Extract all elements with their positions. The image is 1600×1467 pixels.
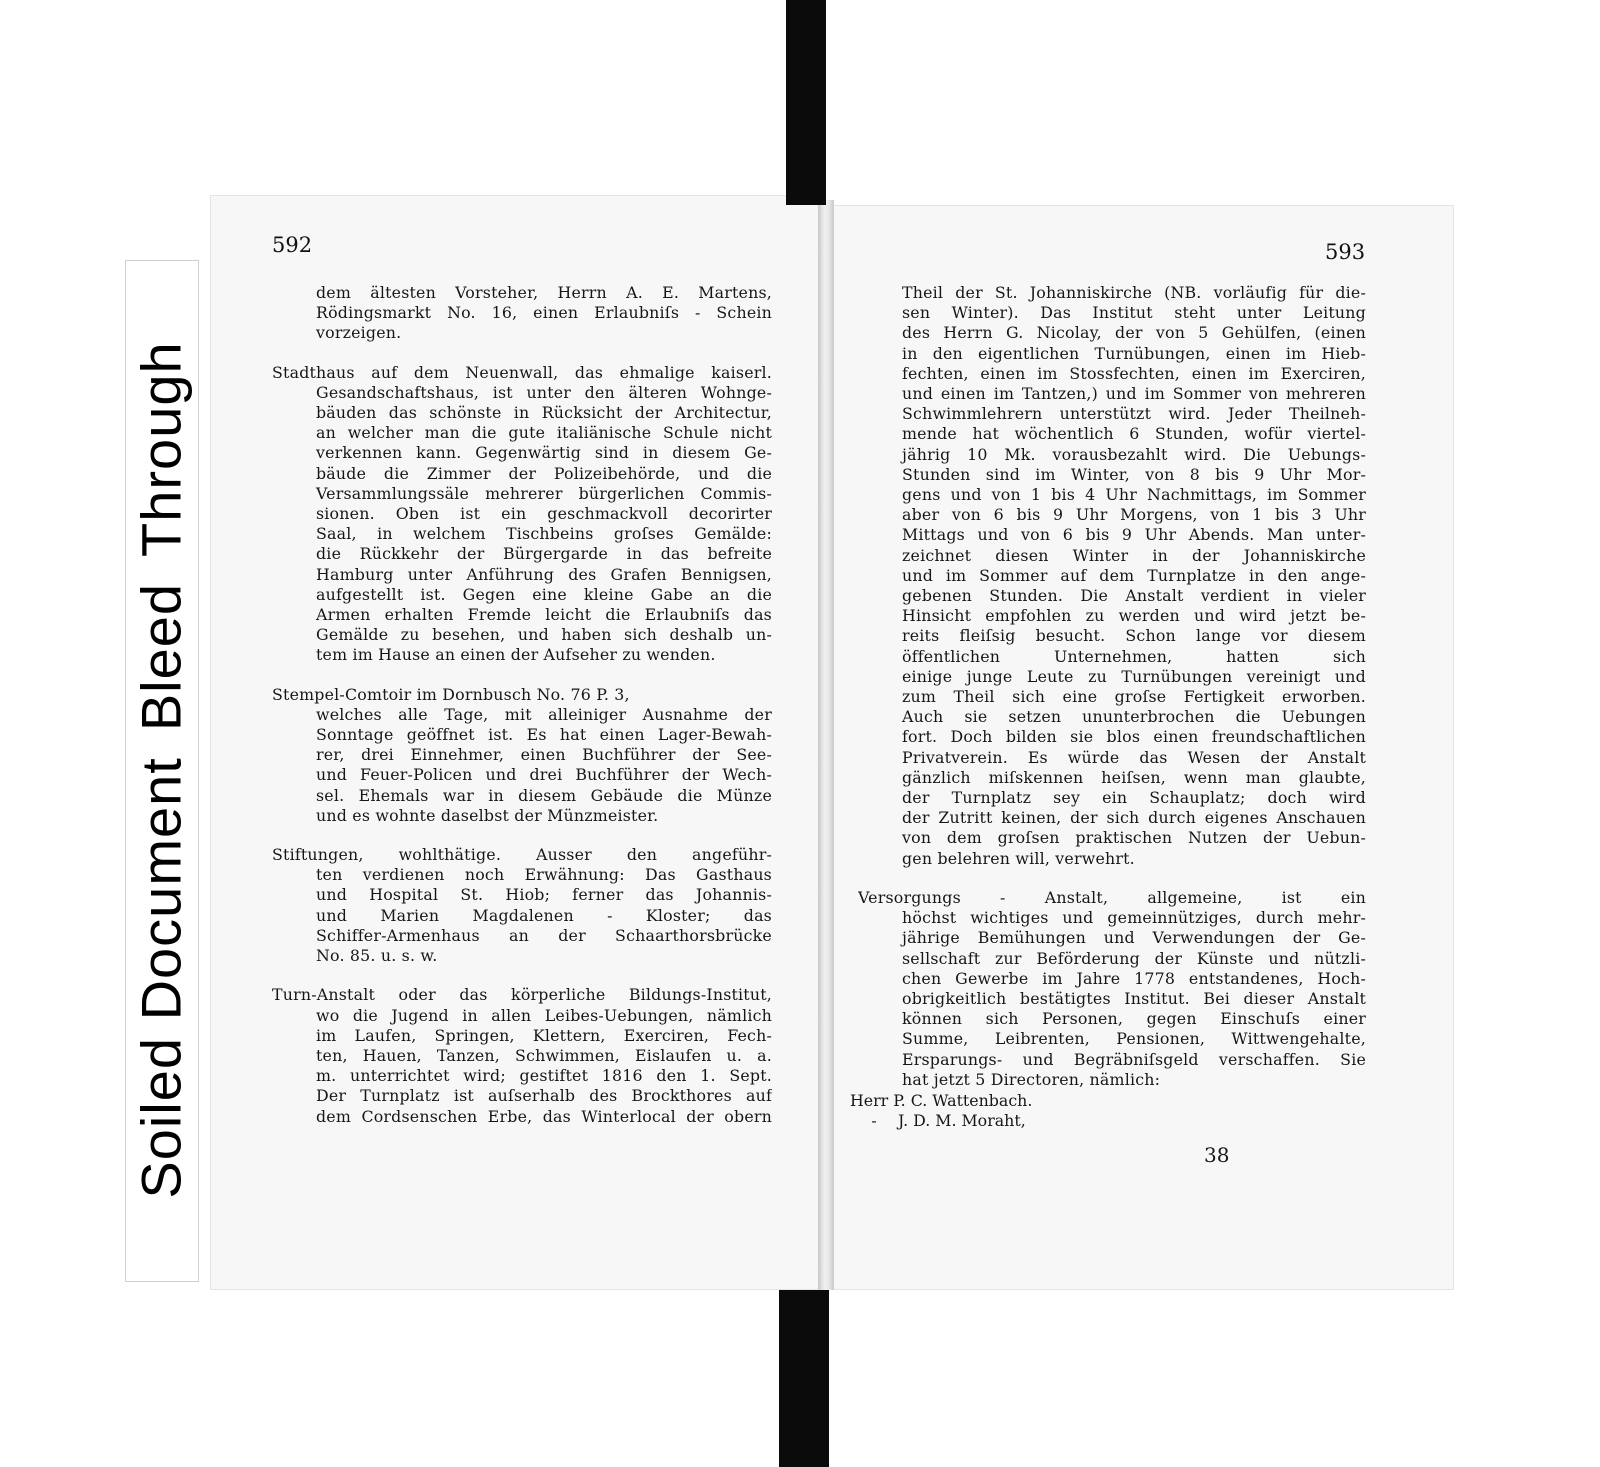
book-gutter xyxy=(818,200,834,1290)
text-line: Armen erhalten Fremde leicht die Erlaubniſs das xyxy=(316,605,772,625)
text-line: Rödingsmarkt No. 16, einen Erlaubniſs - Schein xyxy=(316,303,772,323)
text-line: sionen. Oben ist ein geschmackvoll decorirter xyxy=(316,504,772,524)
text-line: aufgestellt ist. Gegen eine kleine Gabe an die xyxy=(316,584,772,604)
text-line: rer, drei Einnehmer, einen Buchführer der See- xyxy=(316,745,772,765)
text-line: fechten, einen im Stossfechten, einen im Exerciren, xyxy=(902,363,1366,383)
text-line: gänzlich miſskennen heiſsen, wenn man glaubte, xyxy=(902,767,1366,787)
text-line: Privatverein. Es würde das Wesen der Anstalt xyxy=(902,747,1366,767)
text-line: und einen im Tantzen,) und im Sommer von mehreren xyxy=(902,384,1366,404)
text-line: reits fleiſsig besucht. Schon lange vor diesem xyxy=(902,626,1366,646)
entry-versorgungs-anstalt xyxy=(858,888,1366,1090)
text-line: Der Turnplatz ist auſserhalb des Brockthores auf xyxy=(316,1086,772,1106)
text-line: Turn-Anstalt oder das körperliche Bildungs-Institut, xyxy=(272,985,772,1005)
text-line: aber von 6 bis 9 Uhr Morgens, von 1 bis 3 Uhr xyxy=(902,505,1366,525)
text-line: Saal, in welchem Tischbeins groſses Gemälde: xyxy=(316,524,772,544)
text-line: ten verdienen noch Erwähnung: Das Gasthaus xyxy=(316,865,772,885)
stamp-word-bleed: Bleed xyxy=(129,582,193,732)
stamp-text xyxy=(129,341,194,1198)
text-line: Schwimmlehrern unterstützt wird. Jeder Theilneh- xyxy=(902,404,1366,424)
text-line: Mittags und von 6 bis 9 Uhr Abends. Man unter- xyxy=(902,525,1366,545)
text-line: dem Cordsenschen Erbe, das Winterlocal der obern xyxy=(316,1106,772,1126)
text-line: sel. Ehemals war in diesem Gebäude die Münze xyxy=(316,785,772,805)
text-line: und Feuer-Policen und drei Buchführer der Wech- xyxy=(316,765,772,785)
text-line: chen Gewerbe im Jahre 1778 entstandenes, Hoch- xyxy=(902,968,1366,988)
text-line: Stunden sind im Winter, von 8 bis 9 Uhr Mor- xyxy=(902,464,1366,484)
ditto-dash: - xyxy=(871,1111,877,1131)
text-line: können sich Personen, gegen Einschuſs einer xyxy=(902,1009,1366,1029)
text-line: Versorgungs - Anstalt, allgemeine, ist ein xyxy=(858,887,1366,907)
left-page-number: 592 xyxy=(272,233,313,257)
text-line: die Rückkehr der Bürgergarde in das befreite xyxy=(316,544,772,564)
text-line: gebenen Stunden. Die Anstalt verdient in vieler xyxy=(902,586,1366,606)
entry-stadthaus xyxy=(272,363,772,666)
text-line: Sonntage geöffnet ist. Es hat einen Lager-Bewah- xyxy=(316,725,772,745)
text-line: Auch sie setzen ununterbrochen die Uebungen xyxy=(902,707,1366,727)
text-line: No. 85. u. s. w. xyxy=(316,946,438,966)
signatory-1: Herr P. C. Wattenbach. xyxy=(850,1091,1033,1110)
text-line: der Zutritt keinen, der sich durch eigenes Anschauen xyxy=(902,808,1366,828)
entry-turn-anstalt xyxy=(272,985,772,1126)
right-page-number: 593 xyxy=(1325,240,1366,264)
text-line: und Hospital St. Hiob; ferner das Johannis- xyxy=(316,885,772,905)
text-line: öffentlichen Unternehmen, hatten sich xyxy=(902,646,1366,666)
text-line: und Marien Magdalenen - Kloster; das xyxy=(316,905,772,925)
stamp-word-soiled-document: Soiled Document xyxy=(129,757,193,1199)
text-line: im Laufen, Springen, Klettern, Exerciren, Fech- xyxy=(316,1025,772,1045)
text-line: bäude die Zimmer der Polizeibehörde, und die xyxy=(316,463,772,483)
text-line: der Turnplatz sey ein Schauplatz; doch wird xyxy=(902,788,1366,808)
text-line: Ersparungs- und Begräbniſsgeld verschaffen. Sie xyxy=(902,1049,1366,1069)
entry-stempel-comtoir xyxy=(272,685,772,826)
text-line: hat jetzt 5 Directoren, nämlich: xyxy=(902,1069,1161,1089)
book-spine-top xyxy=(786,0,826,205)
text-line: m. unterrichtet wird; gestiftet 1816 den 1. Sept. xyxy=(316,1066,772,1086)
text-line: tem im Hause an einen der Aufseher zu wenden. xyxy=(316,645,716,665)
text-line: mende hat wöchentlich 6 Stunden, wofür viertel- xyxy=(902,424,1366,444)
text-line: höchst wichtiges und gemeinnütziges, durch mehr- xyxy=(902,908,1366,928)
text-line: und es wohnte daselbst der Münzmeister. xyxy=(316,805,659,825)
text-line: ten, Hauen, Tanzen, Schwimmen, Eislaufen u. a. xyxy=(316,1045,772,1065)
entry-continuation xyxy=(272,283,772,344)
text-line: Schiffer-Armenhaus an der Schaarthorsbrücke xyxy=(316,925,772,945)
signatory-2: J. D. M. Moraht, xyxy=(898,1111,1026,1131)
signatory-2-row xyxy=(850,1111,1032,1131)
text-line: verkennen kann. Gegenwärtig sind in diesem Ge- xyxy=(316,443,772,463)
stamp-word-through: Through xyxy=(129,341,193,557)
text-line: obrigkeitlich bestätigtes Institut. Bei dieser Anstalt xyxy=(902,988,1366,1008)
text-line: des Herrn G. Nicolay, der von 5 Gehülfen, (einen xyxy=(902,323,1366,343)
entry-stiftungen xyxy=(272,845,772,966)
text-line: vorzeigen. xyxy=(316,323,402,343)
text-line: Hinsicht empfohlen zu werden und wird jetzt be- xyxy=(902,606,1366,626)
text-line: dem ältesten Vorsteher, Herrn A. E. Martens, xyxy=(316,283,772,302)
text-line: zum Theil sich eine groſse Fertigkeit erworben. xyxy=(902,687,1366,707)
text-line: bäuden das schönste in Rücksicht der Architectur, xyxy=(316,403,772,423)
signatories xyxy=(850,1091,1032,1131)
text-line: einige junge Leute zu Turnübungen vereinigt und xyxy=(902,666,1366,686)
text-line: jährig 10 Mk. vorausbezahlt wird. Die Uebungs- xyxy=(902,444,1366,464)
text-line: und im Sommer auf dem Turnplatze in den ange- xyxy=(902,565,1366,585)
text-line: sellschaft zur Beförderung der Künste und nützli- xyxy=(902,948,1366,968)
text-line: Stadthaus auf dem Neuenwall, das ehmalige kaiserl. xyxy=(272,362,772,382)
left-column xyxy=(272,283,772,1146)
text-line: Hamburg unter Anführung des Grafen Bennigsen, xyxy=(316,564,772,584)
text-line: gen belehren will, verwehrt. xyxy=(902,848,1135,868)
text-line: Stempel-Comtoir im Dornbusch No. 76 P. 3, xyxy=(272,684,630,704)
text-line: Stiftungen, wohlthätige. Ausser den angeführ- xyxy=(272,845,772,865)
text-line: an welcher man die gute italiänische Schule nicht xyxy=(316,423,772,443)
text-line: Versammlungssäle mehrerer bürgerlichen Commis- xyxy=(316,483,772,503)
text-line: sen Winter). Das Institut steht unter Leitung xyxy=(902,303,1366,323)
text-line: jährige Bemühungen und Verwendungen der Ge- xyxy=(902,928,1366,948)
text-line: in den eigentlichen Turnübungen, einen im Hieb- xyxy=(902,343,1366,363)
text-line: Summe, Leibrenten, Pensionen, Wittwengehalte, xyxy=(902,1029,1366,1049)
right-column xyxy=(858,283,1366,1109)
text-line: wo die Jugend in allen Leibes-Uebungen, nämlich xyxy=(316,1005,772,1025)
text-line: welches alle Tage, mit alleiniger Ausnahme der xyxy=(316,704,772,724)
book-spine-bottom xyxy=(779,1290,829,1467)
text-line: Theil der St. Johanniskirche (NB. vorläufig für die- xyxy=(902,283,1366,302)
entry-turn-anstalt-continued xyxy=(858,283,1366,869)
text-line: Gemälde zu besehen, und haben sich deshalb un- xyxy=(316,625,772,645)
text-line: fort. Doch bilden sie blos einen freundschaftlichen xyxy=(902,727,1366,747)
signature-mark: 38 xyxy=(1204,1143,1230,1167)
text-line: gens und von 1 bis 4 Uhr Nachmittags, im Sommer xyxy=(902,485,1366,505)
text-line: von dem groſsen praktischen Nutzen der Uebun- xyxy=(902,828,1366,848)
text-line: Gesandschaftshaus, ist unter den älteren Wohnge- xyxy=(316,382,772,402)
text-line: zeichnet diesen Winter in der Johanniskirche xyxy=(902,545,1366,565)
